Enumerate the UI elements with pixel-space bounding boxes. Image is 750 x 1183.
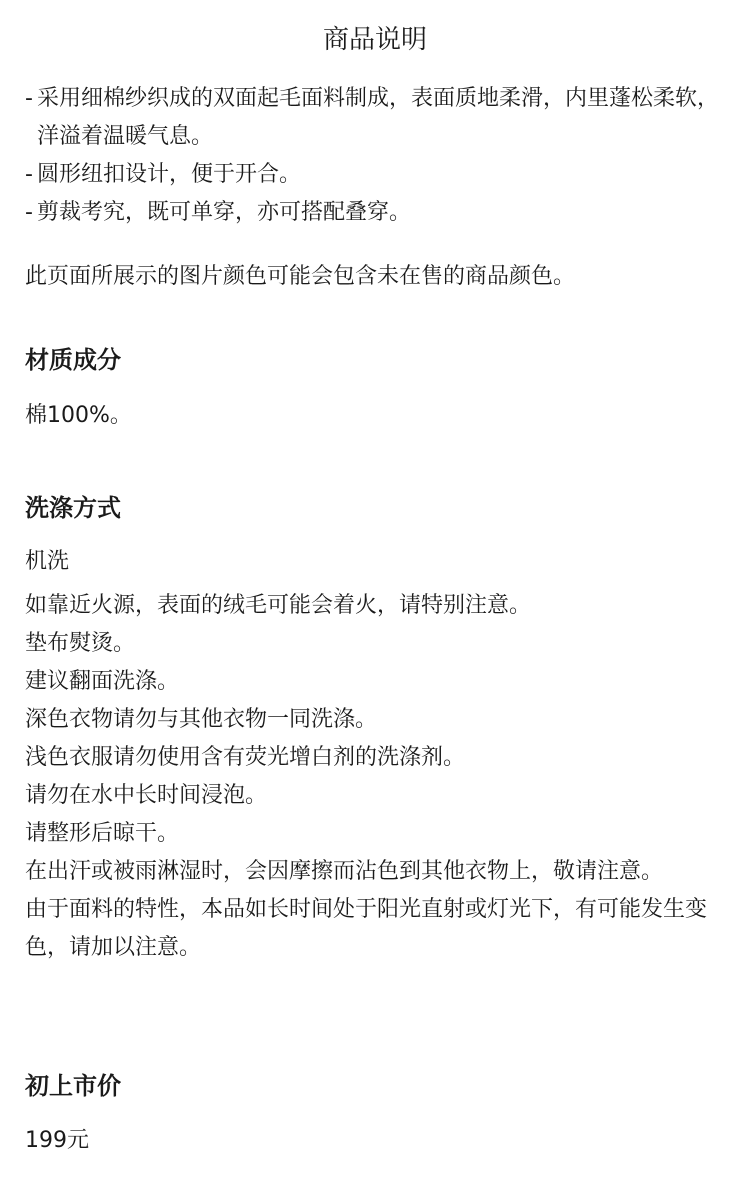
feature-list xyxy=(25,80,730,232)
bullet-mark: - xyxy=(25,162,33,187)
care-instruction: 垫布熨烫。 xyxy=(25,631,136,656)
bullet-mark: - xyxy=(25,86,33,111)
care-instruction: 由于面料的特性，本品如长时间处于阳光直射或灯光下，有可能发生变色，请加以注意。 xyxy=(25,897,708,960)
material-heading: 材质成分 xyxy=(25,346,121,374)
washing-method: 机洗 xyxy=(25,549,70,574)
material-value: 棉100%。 xyxy=(25,403,132,428)
feature-text: 采用细棉纱织成的双面起毛面料制成，表面质地柔滑，内里蓬松柔软，洋溢着温暖气息。 xyxy=(37,86,720,149)
care-instructions-list xyxy=(25,587,730,967)
feature-item xyxy=(25,80,730,156)
feature-item xyxy=(25,194,730,232)
feature-item xyxy=(25,156,730,194)
washing-heading: 洗涤方式 xyxy=(25,494,121,522)
care-instruction: 请整形后晾干。 xyxy=(25,821,180,846)
bullet-mark: - xyxy=(25,200,33,225)
price-heading: 初上市价 xyxy=(25,1072,121,1100)
care-instruction: 浅色衣服请勿使用含有荧光增白剂的洗涤剂。 xyxy=(25,745,466,770)
care-instruction: 深色衣物请勿与其他衣物一同洗涤。 xyxy=(25,707,378,732)
price-value: 199元 xyxy=(25,1128,89,1153)
page-title: 商品说明 xyxy=(322,25,427,55)
feature-text: 剪裁考究，既可单穿，亦可搭配叠穿。 xyxy=(37,200,412,225)
feature-text: 圆形纽扣设计，便于开合。 xyxy=(37,162,302,187)
care-instruction: 请勿在水中长时间浸泡。 xyxy=(25,783,268,808)
care-instruction: 如靠近火源，表面的绒毛可能会着火，请特别注意。 xyxy=(25,593,532,618)
care-instruction: 在出汗或被雨淋湿时，会因摩擦而沾色到其他衣物上，敬请注意。 xyxy=(25,859,664,884)
care-instruction: 建议翻面洗涤。 xyxy=(25,669,180,694)
color-note: 此页面所展示的图片颜色可能会包含未在售的商品颜色。 xyxy=(25,264,576,289)
